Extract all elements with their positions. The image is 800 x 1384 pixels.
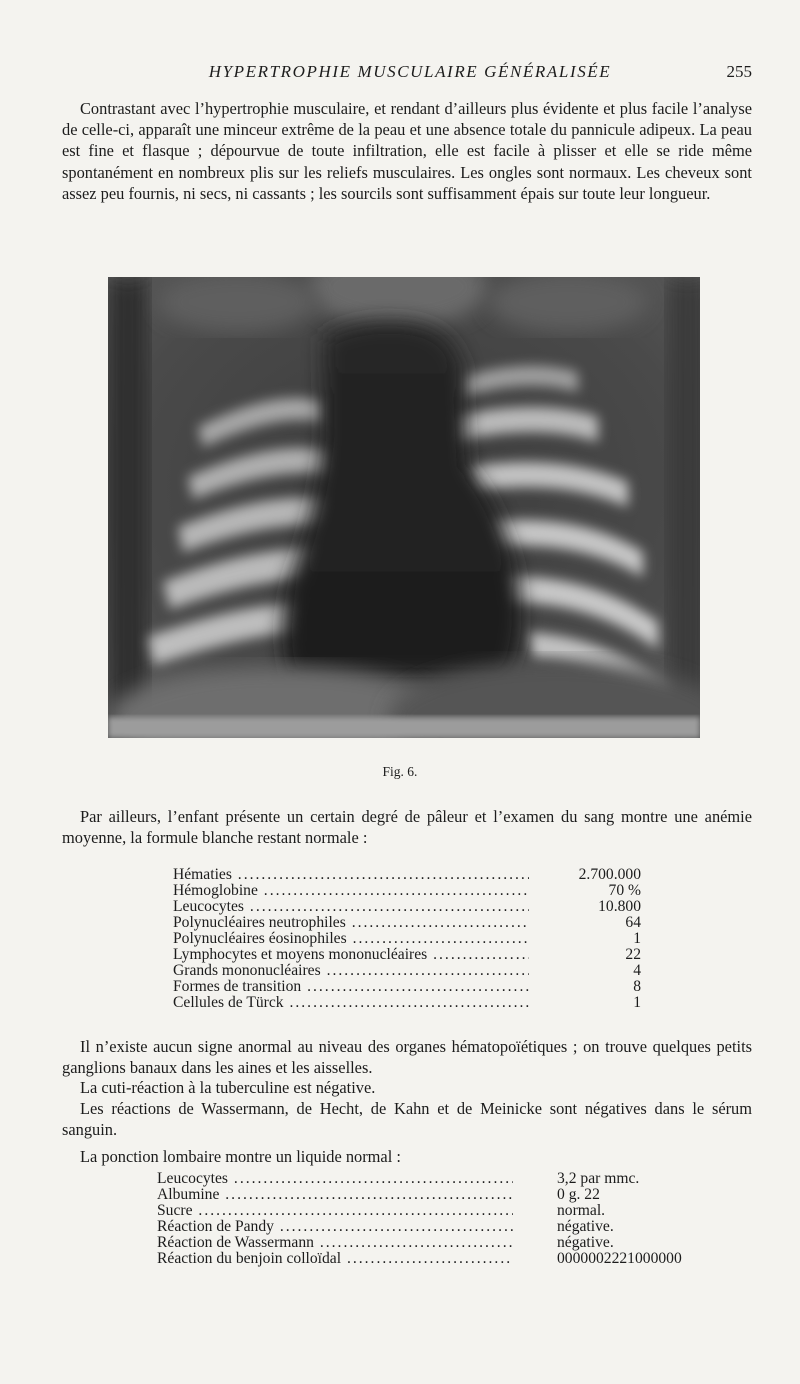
- table-row: [173, 931, 641, 947]
- row-value: 4: [633, 962, 641, 979]
- table-row: [173, 883, 641, 899]
- row-label: Leucocytes .....: [157, 1171, 513, 1187]
- row-label: Leucocytes .....: [173, 899, 529, 915]
- table-row: [157, 1219, 717, 1235]
- row-value: négative.: [557, 1218, 614, 1235]
- row-value: 10.800: [598, 898, 641, 915]
- row-value: normal.: [557, 1202, 606, 1219]
- table-row: [157, 1187, 717, 1203]
- row-label: Cellules de Türck .....: [173, 995, 529, 1011]
- blood-intro-paragraph: Par ailleurs, l’enfant présente un certain degré de pâleur et l’examen du sang montre une anémie moyenne, la formule blanche restant normale :: [62, 807, 752, 848]
- figure-caption: Fig. 6.: [382, 764, 418, 779]
- table-row: [173, 979, 641, 995]
- row-label: Formes de transition .....: [173, 979, 529, 995]
- xray-image: [108, 277, 700, 738]
- row-label: Réaction du benjoin colloïdal .....: [157, 1251, 513, 1267]
- table-row: [157, 1251, 717, 1267]
- row-label: Albumine .....: [157, 1187, 513, 1203]
- row-label: Hématies .....: [173, 867, 529, 883]
- row-label: Hémoglobine .....: [173, 883, 529, 899]
- table-row: [173, 915, 641, 931]
- row-value: 70 %: [608, 882, 641, 899]
- row-value: 64: [625, 914, 641, 931]
- row-value: négative.: [557, 1234, 614, 1251]
- row-label: Polynucléaires éosinophiles .....: [173, 931, 529, 947]
- serology-paragraph: Les réactions de Wassermann, de Hecht, de Kahn et de Meinicke sont négatives dans le sérum sanguin.: [62, 1099, 752, 1140]
- running-header-title: HYPERTROPHIE MUSCULAIRE GÉNÉRALISÉE: [208, 62, 612, 81]
- blood-count-table: [173, 867, 641, 1011]
- table-row: [157, 1235, 717, 1251]
- cuti-reaction-paragraph: La cuti-réaction à la tuberculine est négative.: [80, 1078, 376, 1097]
- row-label: Réaction de Pandy .....: [157, 1219, 513, 1235]
- row-value: 0 g. 22: [557, 1186, 600, 1203]
- row-label: Grands mononucléaires .....: [173, 963, 529, 979]
- table-row: [173, 995, 641, 1011]
- table-row: [157, 1203, 717, 1219]
- table-row: [157, 1171, 717, 1187]
- hematopoietic-paragraph: Il n’existe aucun signe anormal au niveau des organes hématopoïétiques ; on trouve quelques petits ganglions banaux dans les aines et les aisselles.: [62, 1037, 752, 1078]
- lumbar-puncture-paragraph: La ponction lombaire montre un liquide normal :: [80, 1147, 401, 1166]
- row-value: 1: [633, 930, 641, 947]
- table-row: [173, 947, 641, 963]
- row-value: 1: [633, 994, 641, 1011]
- chest-xray-figure: [108, 277, 700, 738]
- table-row: [173, 867, 641, 883]
- row-label: Lymphocytes et moyens mononucléaires .....: [173, 947, 529, 963]
- row-label: Sucre .....: [157, 1203, 513, 1219]
- intro-paragraph: Contrastant avec l’hypertrophie musculaire, et rendant d’ailleurs plus évidente et plus facile l’analyse de celle-ci, apparaît une minceur extrême de la peau et une absence totale du pannicule adipeux. La peau est fine et flasque ; dépourvue de toute infiltration, elle est facile à plisser et elle se ride même spontanément en nombreux plis sur les reliefs musculaires. Les ongles sont normaux. Les cheveux sont assez peu fournis, ni secs, ni cassants ; les sourcils sont suffisamment épais sur toute leur longueur.: [62, 99, 752, 203]
- row-value: 0000002221000000: [557, 1250, 682, 1267]
- table-row: [173, 899, 641, 915]
- row-label: Polynucléaires neutrophiles .....: [173, 915, 529, 931]
- row-value: 2.700.000: [578, 866, 641, 883]
- row-value: 22: [625, 946, 641, 963]
- csf-results-table: [157, 1171, 717, 1267]
- table-row: [173, 963, 641, 979]
- page-number: 255: [726, 62, 752, 81]
- row-value: 3,2 par mmc.: [557, 1170, 640, 1187]
- row-label: Réaction de Wassermann .....: [157, 1235, 513, 1251]
- row-value: 8: [633, 978, 641, 995]
